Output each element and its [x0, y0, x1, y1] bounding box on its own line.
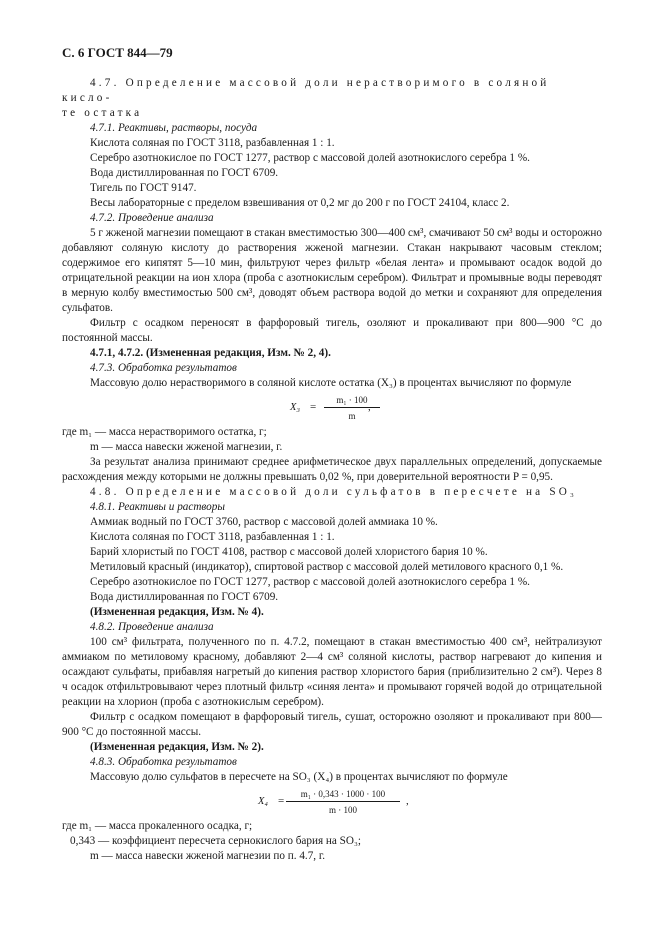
definition: m — масса навески жженой магнезии, г.	[90, 441, 283, 453]
list-item: Тигель по ГОСТ 9147.	[90, 182, 197, 194]
formula-equals: =	[310, 401, 317, 413]
list-item: Серебро азотнокислое по ГОСТ 1277, раствор с массовой долей азотнокислого серебра 1 %.	[90, 576, 530, 588]
paragraph: Массовую долю сульфатов в пересчете на SO₃ (X₄) в процентах вычисляют по формуле	[90, 771, 508, 783]
section-title: 4.7. Определение массовой доли нерастворимого в соляной кисло-	[62, 77, 550, 104]
formula-comma: ,	[368, 401, 371, 413]
list-item: Весы лабораторные с пределом взвешивания от 0,2 мг до 200 г по ГОСТ 24104, класс 2.	[90, 197, 510, 209]
formula-denominator: m · 100	[329, 805, 357, 815]
formula-x3	[62, 391, 602, 425]
subsection-title: 4.7.1. Реактивы, растворы, посуда	[90, 122, 258, 134]
list-item: Кислота соляная по ГОСТ 3118, разбавленная 1 : 1.	[90, 531, 335, 543]
definition: 0,343 — коэффициент пересчета сернокислого бария на SO₃;	[70, 835, 361, 847]
fraction-bar	[324, 407, 380, 408]
amendment-note: (Измененная редакция, Изм. № 4).	[90, 606, 264, 618]
subsection-title: 4.8.3. Обработка результатов	[90, 756, 237, 768]
definition: где m₁ — масса нерастворимого остатка, г;	[62, 426, 267, 438]
formula-lhs: X₄	[258, 796, 269, 807]
list-item: Аммиак водный по ГОСТ 3760, раствор с массовой долей аммиака 10 %.	[90, 516, 438, 528]
paragraph: За результат анализа принимают среднее арифметическое двух параллельных определений, допускаемые расхождения между которыми не должны превышать 0,02 %, при доверительной вероятности P = 0,95.	[62, 456, 602, 483]
amendment-note: 4.7.1, 4.7.2. (Измененная редакция, Изм. № 2, 4).	[90, 347, 331, 359]
list-item: Метиловый красный (индикатор), спиртовой раствор с массовой долей метилового красного 0,1 %.	[90, 561, 564, 573]
paragraph: 5 г жженой магнезии помещают в стакан вместимостью 300—400 см³, смачивают 50 см³ воды и осторожно добавляют соляную кислоту до растворения жженой магнезии. Стакан накрывают часовым стеклом; содержимое его кипятят 5—10 мин, фильтруют через фильтр «белая лента» и промывают осадок водой до отрицательной реакции на ион хлора (проба с азотнокислым серебром). Фильтрат и промывные воды переводят в мерную колбу вместимостью 500 см³, доводят объем раствора водой до метки и сохраняют для определения сульфатов.	[62, 227, 602, 314]
list-item: Вода дистиллированная по ГОСТ 6709.	[90, 591, 279, 603]
formula-numerator: m₁ · 100	[336, 395, 368, 405]
list-item: Серебро азотнокислое по ГОСТ 1277, раствор с массовой долей азотнокислого серебра 1 %.	[90, 152, 530, 164]
subsection-title: 4.7.3. Обработка результатов	[90, 362, 237, 374]
subsection-title: 4.7.2. Проведение анализа	[90, 212, 214, 224]
paragraph: Массовую долю нерастворимого в соляной кислоте остатка (X₃) в процентах вычисляют по формуле	[90, 377, 572, 389]
subsection-title: 4.8.2. Проведение анализа	[90, 621, 214, 633]
body-text	[62, 76, 602, 864]
definition: где m₁ — масса прокаленного осадка, г;	[62, 820, 253, 832]
formula-lhs: X₃	[290, 402, 301, 413]
paragraph: Фильтр с осадком переносят в фарфоровый тигель, озоляют и прокаливают при 800—900 °С до постоянной массы.	[62, 317, 602, 344]
fraction-bar	[286, 801, 400, 802]
formula-equals: =	[278, 795, 285, 807]
definition: m — масса навески жженой магнезии по п. 4.7, г.	[90, 850, 326, 862]
subsection-title: 4.8.1. Реактивы и растворы	[90, 501, 225, 513]
formula-denominator: m	[348, 411, 356, 421]
formula-numerator: m₁ · 0,343 · 1000 · 100	[300, 789, 386, 799]
section-title-cont: те остатка	[62, 107, 143, 119]
paragraph: Фильтр с осадком помещают в фарфоровый тигель, сушат, осторожно озоляют и прокаливают при 800—900 °С до постоянной массы.	[62, 711, 602, 738]
list-item: Кислота соляная по ГОСТ 3118, разбавленная 1 : 1.	[90, 137, 335, 149]
list-item: Вода дистиллированная по ГОСТ 6709.	[90, 167, 279, 179]
list-item: Барий хлористый по ГОСТ 4108, раствор с массовой долей хлористого бария 10 %.	[90, 546, 488, 558]
amendment-note: (Измененная редакция, Изм. № 2).	[90, 741, 264, 753]
paragraph: 100 см³ фильтрата, полученного по п. 4.7.2, помещают в стакан вместимостью 400 см³, нейтрализуют аммиаком по метиловому красному, добавляют 2—4 см³ соляной кислоты, раствор нагревают до кипения и осаждают сульфаты, прибавляя нагретый до кипения раствор хлористого бария (приблизительно 2 см³). Через 8 ч осадок отфильтровывают через плотный фильтр «синяя лента» и промывают горячей водой до отрицательной реакции на хлорион (проба с азотнокислым серебром).	[62, 636, 602, 708]
page-header: С. 6 ГОСТ 844—79	[62, 45, 173, 60]
formula-comma: ,	[406, 795, 409, 807]
formula-x4	[62, 785, 602, 819]
section-title: 4.8. Определение массовой доли сульфатов в пересчете на SO₃	[90, 486, 578, 498]
